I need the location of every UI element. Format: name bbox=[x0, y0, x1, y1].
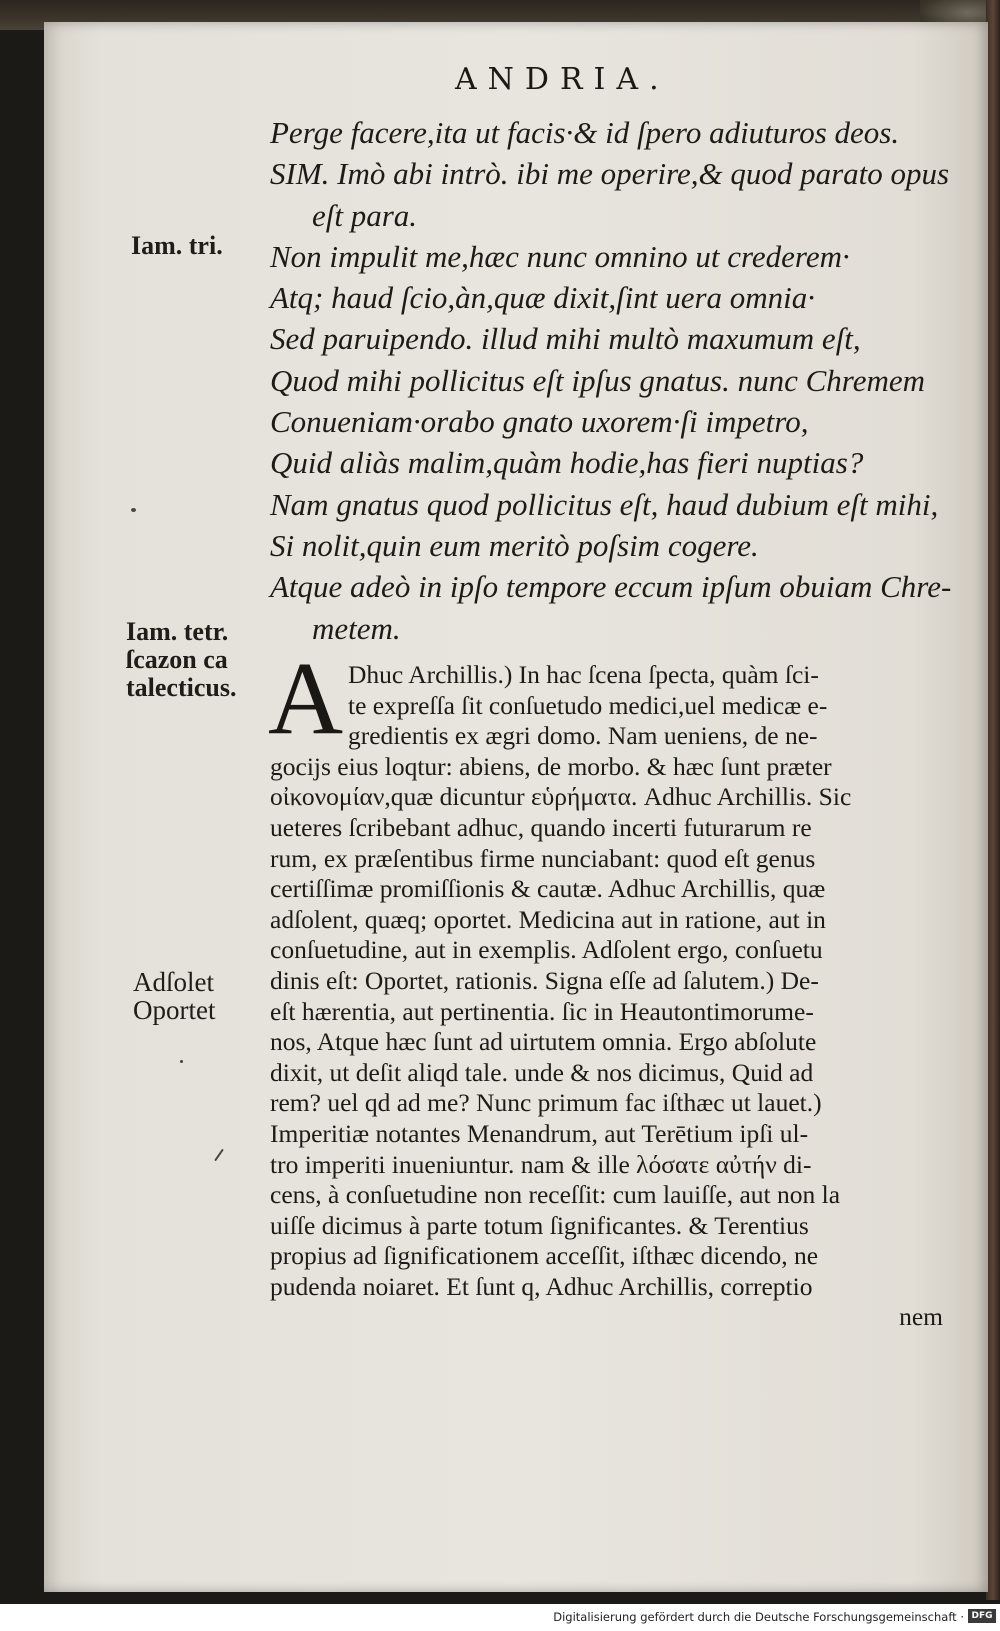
running-head: ANDRIA. bbox=[455, 62, 670, 97]
commentary-line: cens, à conſuetudine non receſſit: cum lauiſſe, aut non la bbox=[270, 1180, 841, 1210]
footer-credit: Digitalisierung gefördert durch die Deutsche Forschungsgemeinschaft · bbox=[553, 1610, 964, 1624]
book-binding-edge bbox=[986, 0, 1000, 1600]
commentary-line: pudenda noiaret. Et ſunt q, Adhuc Archillis, correptio bbox=[270, 1271, 813, 1301]
margin-note-meter-scazon bbox=[126, 618, 236, 702]
dfg-logo: DFG bbox=[968, 1609, 996, 1623]
commentary-line: Dhuc Archillis.) In hac ſcena ſpecta, quàm ſci- bbox=[348, 660, 819, 689]
commentary-line: rem? uel qd ad me? Nunc primum fac iſthæc ut lauet.) bbox=[270, 1088, 822, 1118]
ink-speck bbox=[180, 1060, 183, 1063]
commentary-block bbox=[270, 660, 945, 1333]
commentary-line: conſuetudine, aut in exemplis. Adſolent ergo, conſuetu bbox=[270, 935, 823, 965]
commentary-line: certiſſimæ promiſſionis & cautæ. Adhuc Archillis, quæ bbox=[270, 874, 826, 904]
margin-note-line: talecticus. bbox=[126, 673, 237, 702]
commentary-line: adſolent, quæq; oportet. Medicina aut in ratione, aut in bbox=[270, 904, 826, 934]
commentary-line: dinis eſt: Oportet, rationis. Signa eſſe ad ſalutem.) De- bbox=[270, 965, 819, 995]
commentary-line: tro imperiti inueniuntur. nam & ille λόσατε αὐτήν di- bbox=[270, 1149, 812, 1179]
commentary-line: rum, ex præſentibus firme nunciabant: quod eſt genus bbox=[270, 843, 816, 873]
margin-note-line: Iam. tri. bbox=[131, 231, 223, 260]
margin-note-line: ſcazon ca bbox=[126, 645, 228, 674]
margin-note-line: Oportet bbox=[133, 995, 216, 1025]
commentary-line: propius ad ſignificationem acceſſit, iſthæc dicendo, ne bbox=[270, 1241, 819, 1271]
commentary-line: Imperitiæ notantes Menandrum, aut Terētium ipſi ul- bbox=[270, 1118, 809, 1148]
verse-line: Non impulit me,hæc nunc omnino ut crederem· bbox=[270, 238, 850, 274]
margin-note-meter bbox=[131, 232, 223, 260]
commentary-line: gocijs eius loqtur: abiens, de morbo. & hæc ſunt præter bbox=[270, 751, 832, 781]
footer-bar bbox=[0, 1604, 1000, 1631]
commentary-line: gredientis ex ægri domo. Nam ueniens, de ne- bbox=[348, 721, 818, 751]
verse-line: Conueniam·orabo gnato uxorem·ſi impetro, bbox=[270, 404, 809, 440]
catchword: nem bbox=[899, 1302, 943, 1332]
verse-line: Atque adeò in ipſo tempore eccum ipſum obuiam Chre- bbox=[270, 569, 952, 605]
verse-block bbox=[270, 112, 950, 649]
verse-line: metem. bbox=[312, 610, 401, 646]
commentary-line: te expreſſa ſit conſuetudo medici,uel medicæ e- bbox=[348, 690, 828, 720]
commentary-line: eſt hærentia, aut pertinentia. ſic in Heautontimorume- bbox=[270, 996, 814, 1026]
margin-note-line: Iam. tetr. bbox=[126, 617, 229, 646]
verse-line: Si nolit,quin eum meritò poſsim cogere. bbox=[270, 527, 759, 563]
verse-line: SIM. Imò abi intrò. ibi me operire,& quod parato opus bbox=[270, 156, 950, 192]
commentary-line: οἰκονομίαν,quæ dicuntur εὑρήματα. Adhuc Archillis. Sic bbox=[270, 782, 852, 812]
verse-line: Quid aliàs malim,quàm hodie,has fieri nuptias? bbox=[270, 445, 864, 481]
verse-line: Quod mihi pollicitus eſt ipſus gnatus. nunc Chremem bbox=[270, 362, 925, 398]
commentary-line: nos, Atque hæc ſunt ad uirtutem omnia. Ergo abſolute bbox=[270, 1027, 817, 1057]
verse-line: Nam gnatus quod pollicitus eſt, haud dubium eſt mihi, bbox=[270, 486, 939, 522]
verse-line: Atq; haud ſcio,àn,quæ dixit,ſint uera omnia· bbox=[270, 280, 816, 316]
verse-line: eſt para. bbox=[312, 197, 418, 233]
drop-cap: A bbox=[268, 641, 344, 756]
margin-note-adsolet bbox=[133, 968, 215, 1024]
verse-line: Sed paruipendo. illud mihi multò maxumum eſt, bbox=[270, 321, 861, 357]
commentary-line: dixit, ut deſit aliqd tale. unde & nos dicimus, Quid ad bbox=[270, 1057, 814, 1087]
margin-note-line: Adſolet bbox=[133, 967, 214, 997]
verse-line: Perge facere,ita ut facis·& id ſpero adiuturos deos. bbox=[270, 115, 900, 150]
commentary-line: uiſſe dicimus à parte totum ſignificantes. & Terentius bbox=[270, 1210, 809, 1240]
ink-speck bbox=[131, 508, 136, 512]
commentary-line: ueteres ſcribebant adhuc, quando incerti futurarum re bbox=[270, 812, 812, 842]
